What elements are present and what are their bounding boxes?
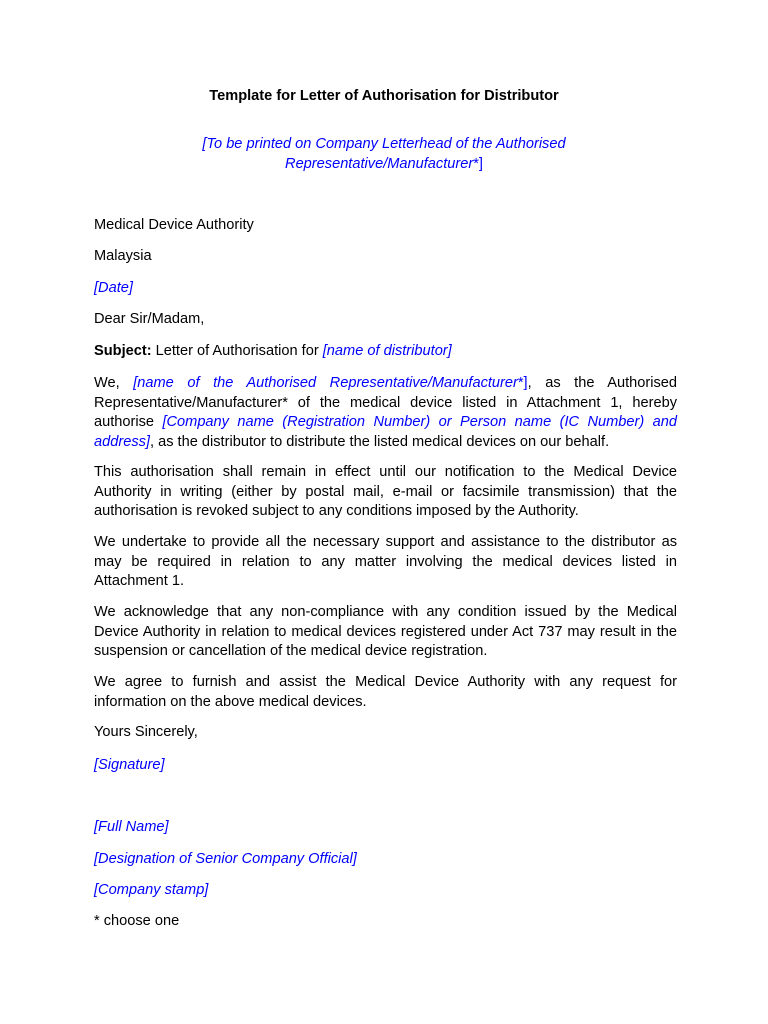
paragraph-effect: This authorisation shall remain in effect until our notification to the Medical Device Authority in writing (either by postal mail, e-mail or facsimile transmission) that the authorisation is revoked subject to any conditions imposed by the Authority. [94,464,677,519]
para1-text2: , as the distributor to distribute the listed medical devices on our behalf. [149,433,610,450]
ar-placeholder: [name of the Authorised Representative/Manufacturer [133,375,518,391]
salutation: Dear Sir/Madam, [94,311,205,327]
subject-line [94,342,677,362]
subject-text: Letter of Authorisation for [151,343,323,359]
paragraph-compliance: We acknowledge that any non-compliance with any condition issued by the Medical Device Authority in relation to medical devices registered under Act 737 may result in the suspension or cancellation of the medical device registration. [94,604,677,659]
full-name-placeholder: [Full Name] [94,819,169,835]
letterhead-note-star: *] [473,155,483,172]
paragraph-furnish: We agree to furnish and assist the Medical Device Authority with any request for information on the above medical devices. [94,674,677,710]
letterhead-note-line2: Representative/Manufacturer [285,155,474,172]
distributor-placeholder: [name of distributor] [322,343,452,359]
para1-comma: , [527,375,532,391]
ar-placeholder-close: *] [517,375,528,391]
subject-label: Subject: [94,343,152,359]
company-stamp-placeholder: [Company stamp] [94,882,209,898]
footnote: * choose one [94,913,180,929]
paragraph-authorisation [94,374,677,452]
letterhead-note-line1: [To be printed on Company Letterhead of the Authorised [202,136,566,152]
recipient-line1: Medical Device Authority [94,217,254,233]
document-title: Template for Letter of Authorisation for Distributor [209,88,559,104]
closing: Yours Sincerely, [94,724,198,740]
para1-text1: as the Authorised Representative/Manufacturer* of the medical device listed in Attachment 1, hereby authorise [94,375,677,430]
paragraph-support: We undertake to provide all the necessary support and assistance to the distributor as may be required in relation to any matter involving the medical devices listed in Attachment 1. [94,534,677,589]
recipient-line2: Malaysia [94,248,152,264]
letterhead-note [0,135,768,174]
date-placeholder: [Date] [94,280,133,296]
signature-placeholder: [Signature] [94,757,165,773]
designation-placeholder: [Designation of Senior Company Official] [94,851,357,867]
company-placeholder: [Company name (Registration Number) or Person name (IC Number) and address] [94,414,677,450]
para1-we: We, [94,375,134,391]
